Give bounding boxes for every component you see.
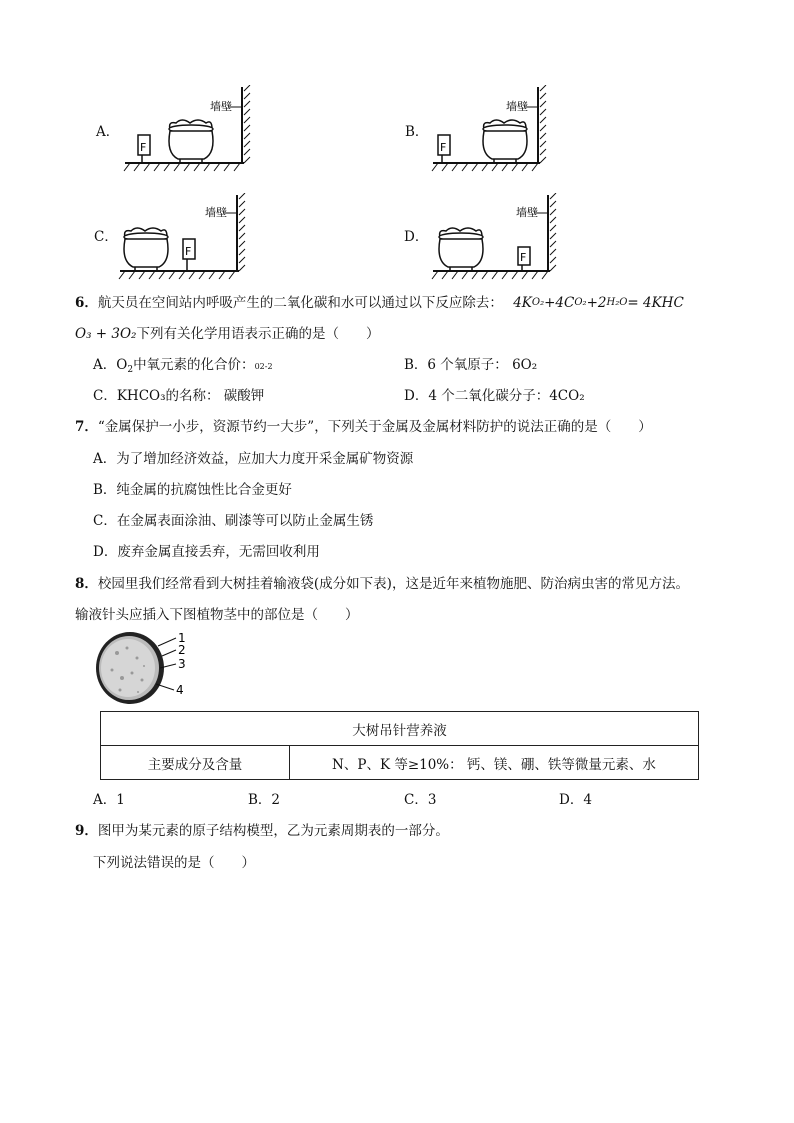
q6-number: 6． xyxy=(75,295,98,311)
option-d-label: D． xyxy=(404,229,429,245)
option-c-label: C． xyxy=(94,229,118,245)
pot xyxy=(169,120,213,163)
q7-option-d[interactable]: D．废弃金属直接丢弃，无需回收利用 xyxy=(93,544,320,560)
q6-option-c[interactable]: C．KHCO₃的名称： 碳酸钾 xyxy=(93,388,265,404)
q9-stem-line2: 下列说法错误的是（ ） xyxy=(93,855,255,871)
q7-option-a[interactable]: A．为了增加经济效益，应加大力度开采金属矿物资源 xyxy=(93,451,414,467)
q6-stem-line2 xyxy=(75,322,379,342)
table-value: N、P、K 等≥10%： 钙、镁、硼、铁等微量元素、水 xyxy=(290,746,699,780)
q6-stem-line1 xyxy=(75,291,684,311)
svg-text:F: F xyxy=(185,245,192,258)
svg-text:墙壁: 墙壁 xyxy=(205,206,227,219)
q6-option-d[interactable]: D．4 个二氧化碳分子：4CO₂ xyxy=(404,388,585,404)
q8-option-a[interactable]: A．1 xyxy=(93,792,125,808)
q8-option-d[interactable]: D．4 xyxy=(559,792,592,808)
nutrient-table xyxy=(100,711,699,780)
stem-label-4: 4 xyxy=(176,683,184,697)
figure-option-a xyxy=(120,85,255,175)
q7-option-c[interactable]: C．在金属表面涂油、刷漆等可以防止金属生锈 xyxy=(93,513,374,529)
svg-text:墙壁: 墙壁 xyxy=(516,206,538,219)
svg-text:F: F xyxy=(440,141,447,154)
stem-cross-section-figure xyxy=(92,628,202,708)
figure-option-b xyxy=(428,85,563,175)
table-key: 主要成分及含量 xyxy=(101,746,290,780)
q6-option-b[interactable]: B．6 个氧原子： 6O₂ xyxy=(404,357,538,373)
q8-number: 8． xyxy=(75,576,98,592)
q6-equation: 4KO₂+4CO₂+2H₂O= 4KHC xyxy=(513,295,684,311)
q9-number: 9． xyxy=(75,823,98,839)
q8-stem-line1: 8．校园里我们经常看到大树挂着输液袋(成分如下表)，这是近年来植物施肥、防治病虫害的常见方法。 xyxy=(75,576,689,592)
stem-label-3: 3 xyxy=(178,657,186,671)
q6-stem-b: 下列有关化学用语表示正确的是（ ） xyxy=(136,326,380,342)
q7-number: 7． xyxy=(75,419,98,435)
q8-option-b[interactable]: B．2 xyxy=(248,792,281,808)
q8-option-c[interactable]: C．3 xyxy=(404,792,437,808)
q6-option-a[interactable]: A．$O_2$中氧元素的化合价：02-2 xyxy=(93,357,273,375)
q8-stem-line2: 输液针头应插入下图植物茎中的部位是（ ） xyxy=(75,607,359,623)
q6-stem-a: 航天员在空间站内呼吸产生的二氧化碳和水可以通过以下反应除去： xyxy=(97,295,503,311)
q7-stem: 7．“金属保护一小步，资源节约一大步”，下列关于金属及金属材料防护的说法正确的是（ ） xyxy=(75,419,652,435)
option-b-label: B． xyxy=(405,124,429,140)
svg-text:墙壁: 墙壁 xyxy=(506,100,528,113)
figure-option-c xyxy=(115,193,250,283)
svg-text:F: F xyxy=(140,141,147,154)
stem-label-2: 2 xyxy=(178,643,186,657)
stem-label-1: 1 xyxy=(178,631,186,645)
figure-option-d xyxy=(428,193,563,283)
svg-text:F: F xyxy=(520,251,527,264)
table-title: 大树吊针营养液 xyxy=(101,712,699,746)
option-a-label: A． xyxy=(96,124,120,140)
q7-option-b[interactable]: B．纯金属的抗腐蚀性比合金更好 xyxy=(93,482,292,498)
q9-stem-line1: 9．图甲为某元素的原子结构模型，乙为元素周期表的一部分。 xyxy=(75,823,449,839)
q6-equation-end: O₃ + 3O₂ xyxy=(75,326,137,342)
wall-label: 墙壁 xyxy=(210,100,232,113)
